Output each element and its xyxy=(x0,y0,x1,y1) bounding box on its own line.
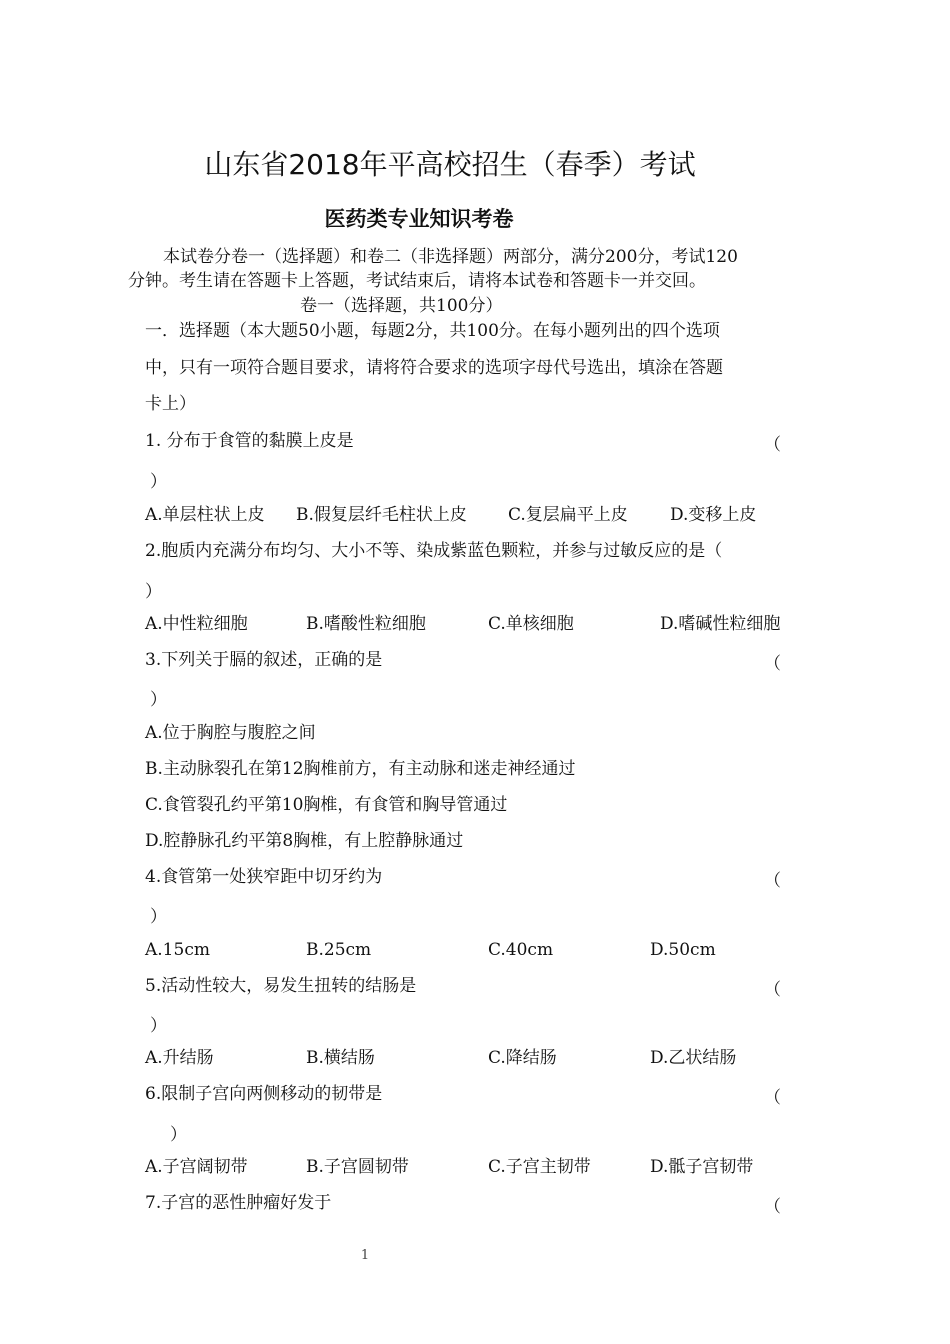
question-3-answer-open: （ xyxy=(764,654,781,674)
question-2-option-b: B.嗜酸性粒细胞 xyxy=(306,614,426,634)
question-6-answer-open: （ xyxy=(764,1088,781,1108)
question-6-option-a: A.子宫阔韧带 xyxy=(145,1157,248,1177)
question-1-option-b: B.假复层纤毛柱状上皮 xyxy=(296,505,467,525)
question-6-answer-close: ） xyxy=(170,1125,187,1145)
question-5-option-b: B.横结肠 xyxy=(306,1048,375,1068)
question-2-option-d: D.嗜碱性粒细胞 xyxy=(660,614,781,634)
question-1-option-a: A.单层柱状上皮 xyxy=(145,505,265,525)
question-5-answer-open: （ xyxy=(764,980,781,1000)
question-4-option-d: D.50cm xyxy=(650,940,716,960)
question-1-option-c: C.复层扁平上皮 xyxy=(508,505,628,525)
page-subtitle: 医药类专业知识考卷 xyxy=(324,207,514,231)
question-3-option-c: C.食管裂孔约平第10胸椎，有食管和胸导管通过 xyxy=(145,795,508,815)
question-6-stem: 6.限制子宫向两侧移动的韧带是 xyxy=(145,1084,383,1104)
question-4-stem: 4.食管第一处狭窄距中切牙约为 xyxy=(145,867,383,887)
intro-line-2: 分钟。考生请在答题卡上答题，考试结束后，请将本试卷和答题卡一并交回。 xyxy=(128,271,706,291)
question-3-option-a: A.位于胸腔与腹腔之间 xyxy=(145,723,316,743)
question-3-stem: 3.下列关于膈的叙述，正确的是 xyxy=(145,650,383,670)
section-heading: 卷一（选择题，共100分） xyxy=(300,296,503,316)
question-1-stem: 1. 分布于食管的黏膜上皮是 xyxy=(145,431,354,451)
question-7-stem: 7.子宫的恶性肿瘤好发于 xyxy=(145,1193,332,1213)
question-3-answer-close: ） xyxy=(150,690,167,710)
question-6-option-b: B.子宫圆韧带 xyxy=(306,1157,409,1177)
intro-line-1: 本试卷分卷一（选择题）和卷二（非选择题）两部分，满分200分，考试120 xyxy=(163,247,738,267)
question-4-option-b: B.25cm xyxy=(306,940,372,960)
question-2-option-c: C.单核细胞 xyxy=(488,614,574,634)
question-3-option-d: D.腔静脉孔约平第8胸椎，有上腔静脉通过 xyxy=(145,831,464,851)
question-4-answer-close: ） xyxy=(150,907,167,927)
question-3-option-b: B.主动脉裂孔在第12胸椎前方，有主动脉和迷走神经通过 xyxy=(145,759,576,779)
question-2-stem: 2.胞质内充满分布均匀、大小不等、染成紫蓝色颗粒，并参与过敏反应的是（ xyxy=(145,541,723,561)
question-6-option-c: C.子宫主韧带 xyxy=(488,1157,591,1177)
question-4-option-a: A.15cm xyxy=(145,940,210,960)
question-5-option-c: C.降结肠 xyxy=(488,1048,557,1068)
question-5-stem: 5.活动性较大，易发生扭转的结肠是 xyxy=(145,976,417,996)
question-6-option-d: D.骶子宫韧带 xyxy=(650,1157,754,1177)
instructions-line-3: 卡上） xyxy=(145,394,196,414)
page-title: 山东省2018年平高校招生（春季）考试 xyxy=(204,148,696,181)
question-7-answer-open: （ xyxy=(764,1197,781,1217)
instructions-line-1: 一．选择题（本大题50小题，每题2分，共100分。在每小题列出的四个选项 xyxy=(145,321,720,341)
question-2-option-a: A.中性粒细胞 xyxy=(145,614,248,634)
question-2-answer-close: ） xyxy=(145,582,162,602)
question-1-answer-open: （ xyxy=(764,435,781,455)
question-1-option-d: D.变移上皮 xyxy=(670,505,757,525)
question-4-option-c: C.40cm xyxy=(488,940,554,960)
question-5-option-d: D.乙状结肠 xyxy=(650,1048,737,1068)
page-number: 1 xyxy=(360,1248,370,1263)
question-5-answer-close: ） xyxy=(150,1016,167,1036)
question-5-option-a: A.升结肠 xyxy=(145,1048,214,1068)
question-4-answer-open: （ xyxy=(764,871,781,891)
question-1-answer-close: ） xyxy=(150,472,167,492)
instructions-line-2: 中，只有一项符合题目要求，请将符合要求的选项字母代号选出，填涂在答题 xyxy=(145,358,723,378)
